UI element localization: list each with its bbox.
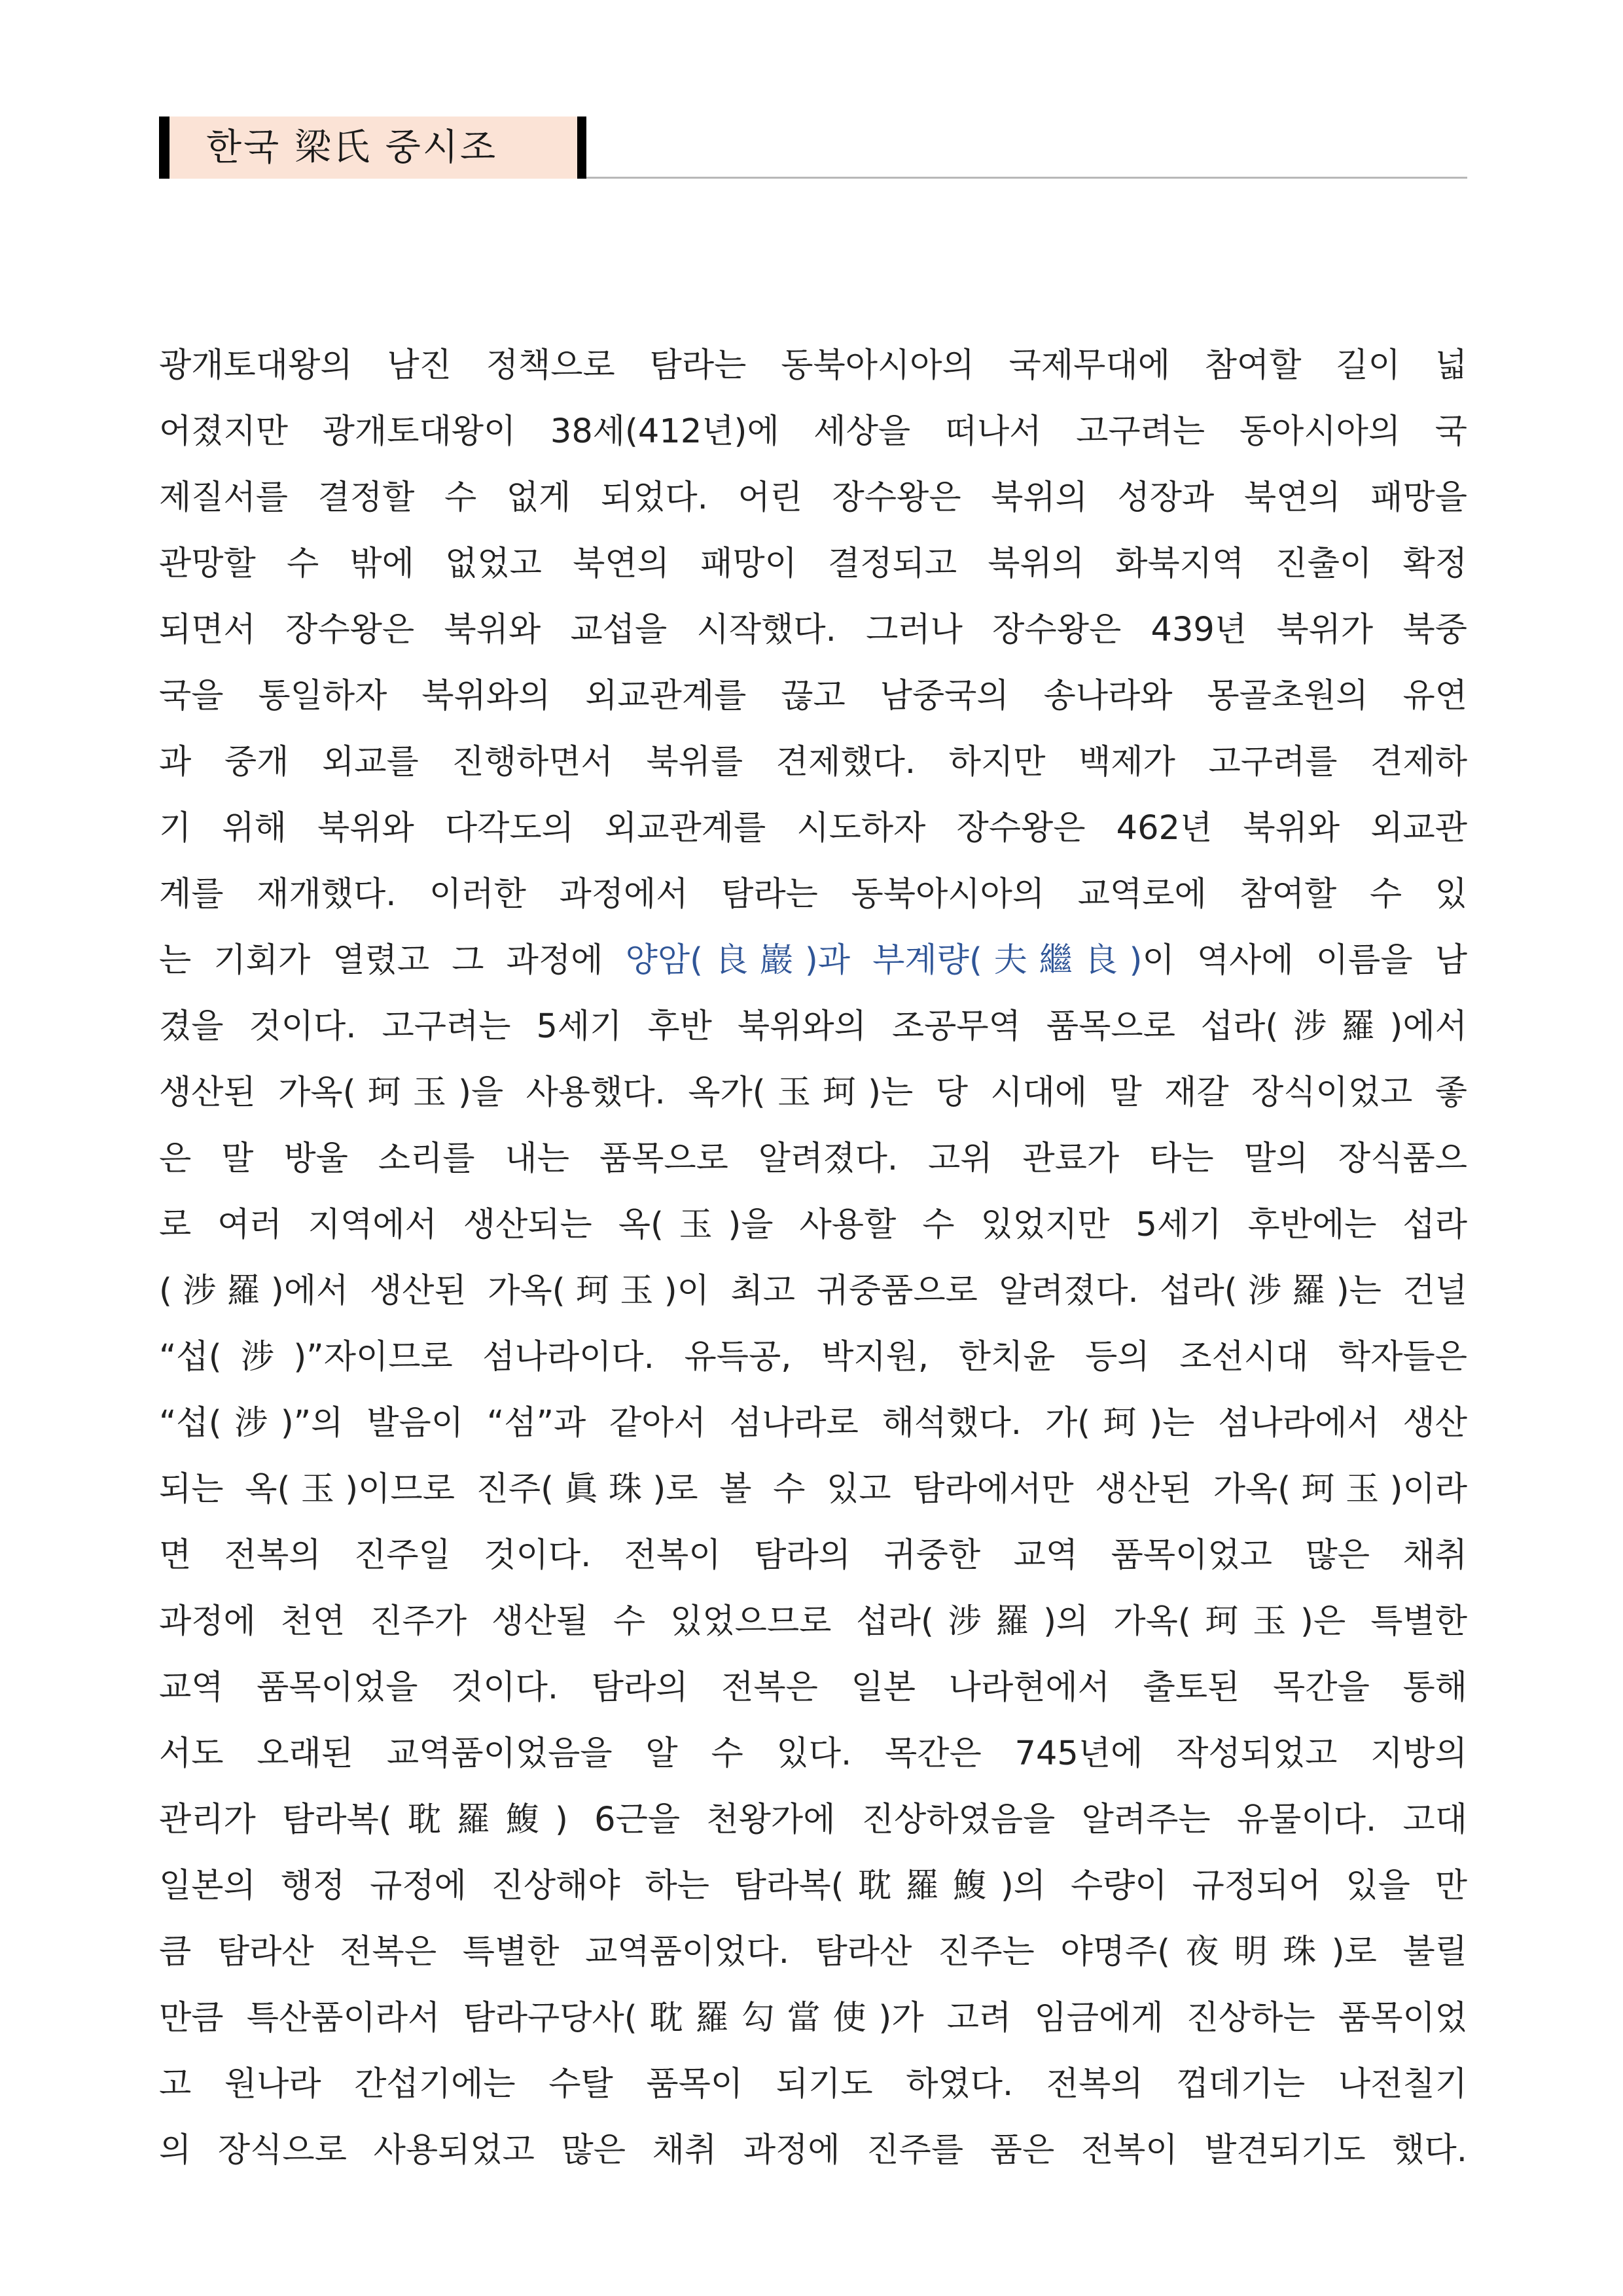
text-line: (涉羅)에서 생산된 가옥(珂玉)이 최고 귀중품으로 알려졌다. 섭라(涉羅)는 건널	[159, 1272, 1467, 1310]
text-line: 과정에 천연 진주가 생산될 수 있었으므로 섭라(涉羅)의 가옥(珂玉)은 특별한	[159, 1602, 1467, 1641]
text-segment: 이 역사에 이름을 남	[1142, 941, 1467, 980]
text-line: 제질서를 결정할 수 없게 되었다. 어린 장수왕은 북위의 성장과 북연의 패망을	[159, 478, 1467, 517]
text-line: 기 위해 북위와 다각도의 외교관계를 시도하자 장수왕은 462년 북위와 외교관	[159, 809, 1467, 848]
highlighted-names: 양암(良巖)과 부계량(夫繼良)	[625, 941, 1143, 980]
text-line: 교역 품목이었을 것이다. 탐라의 전복은 일본 나라현에서 출토된 목간을 통해	[159, 1668, 1467, 1707]
text-line: 겼을 것이다. 고구려는 5세기 후반 북위와의 조공무역 품목으로 섭라(涉羅)에서	[159, 1007, 1467, 1046]
text-line: 광개토대왕의 남진 정책으로 탐라는 동북아시아의 국제무대에 참여할 길이 넓	[159, 346, 1467, 385]
title-box	[169, 117, 577, 179]
page-title: 한국 梁氏 중시조	[206, 126, 498, 169]
body-text	[159, 332, 1467, 2183]
text-line: 생산된 가옥(珂玉)을 사용했다. 옥가(玉珂)는 당 시대에 말 재갈 장식이었고 좋	[159, 1073, 1467, 1112]
text-line: 은 말 방울 소리를 내는 품목으로 알려졌다. 고위 관료가 타는 말의 장식품으	[159, 1139, 1467, 1178]
text-line: 서도 오래된 교역품이었음을 알 수 있다. 목간은 745년에 작성되었고 지방의	[159, 1734, 1467, 1773]
text-line: 의 장식으로 사용되었고 많은 채취 과정에 진주를 품은 전복이 발견되기도 했다.	[159, 2131, 1467, 2170]
text-line: 만큼 특산품이라서 탐라구당사(耽羅勾當使)가 고려 임금에게 진상하는 품목이었	[159, 1999, 1467, 2037]
text-line: 면 전복의 진주일 것이다. 전복이 탐라의 귀중한 교역 품목이었고 많은 채취	[159, 1536, 1467, 1575]
text-line: 로 여러 지역에서 생산되는 옥(玉)을 사용할 수 있었지만 5세기 후반에는 섭라	[159, 1206, 1467, 1244]
text-line: 계를 재개했다. 이러한 과정에서 탐라는 동북아시아의 교역로에 참여할 수 있	[159, 875, 1467, 914]
section-header	[159, 117, 1467, 179]
text-segment: 는 기회가 열렸고 그 과정에	[159, 941, 626, 980]
title-left-bar	[159, 117, 169, 179]
text-line: 관망할 수 밖에 없었고 북연의 패망이 결정되고 북위의 화북지역 진출이 확정	[159, 545, 1467, 583]
text-line: 되면서 장수왕은 북위와 교섭을 시작했다. 그러나 장수왕은 439년 북위가 북중	[159, 611, 1467, 649]
text-line: 어졌지만 광개토대왕이 38세(412년)에 세상을 떠나서 고구려는 동아시아의 국	[159, 412, 1467, 451]
title-right-bar	[577, 117, 586, 179]
text-line: 국을 통일하자 북위와의 외교관계를 끊고 남중국의 송나라와 몽골초원의 유연	[159, 677, 1467, 715]
header-rule	[586, 177, 1467, 179]
text-line: 고 원나라 간섭기에는 수탈 품목이 되기도 하였다. 전복의 껍데기는 나전칠기	[159, 2065, 1467, 2104]
text-line: 관리가 탐라복(耽羅鰒) 6근을 천왕가에 진상하였음을 알려주는 유물이다. 고대	[159, 1801, 1467, 1839]
text-line: 과 중개 외교를 진행하면서 북위를 견제했다. 하지만 백제가 고구려를 견제하	[159, 743, 1467, 781]
text-line: “섭(涉)”자이므로 섬나라이다. 유득공, 박지원, 한치윤 등의 조선시대 학자들은	[159, 1338, 1467, 1376]
text-line: “섭(涉)”의 발음이 “섬”과 같아서 섬나라로 해석했다. 가(珂)는 섬나라에서 생산	[159, 1404, 1467, 1443]
text-line: 큼 탐라산 전복은 특별한 교역품이었다. 탐라산 진주는 야명주(夜明珠)로 불릴	[159, 1933, 1467, 1971]
text-line-with-highlight	[159, 927, 1467, 994]
text-line: 되는 옥(玉)이므로 진주(眞珠)로 볼 수 있고 탐라에서만 생산된 가옥(珂玉)이라	[159, 1470, 1467, 1509]
text-line: 일본의 행정 규정에 진상해야 하는 탐라복(耽羅鰒)의 수량이 규정되어 있을 만	[159, 1867, 1467, 1905]
